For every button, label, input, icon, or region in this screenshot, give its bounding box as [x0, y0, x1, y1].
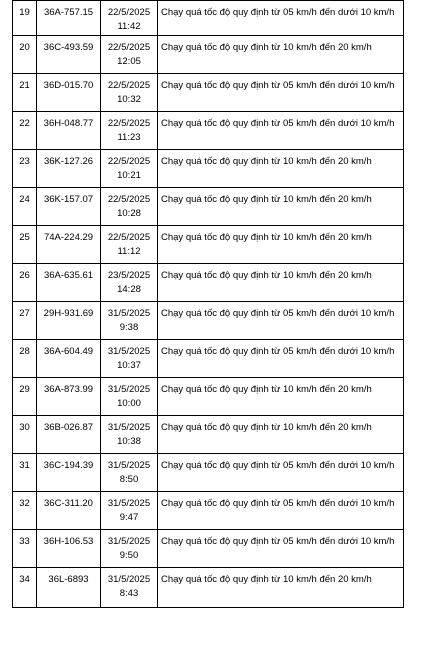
license-plate-cell: 36H-048.77 — [37, 112, 101, 150]
row-number-cell: 29 — [13, 378, 37, 416]
violation-time-cell — [101, 454, 158, 492]
table-row — [13, 454, 404, 492]
row-number-cell: 26 — [13, 264, 37, 302]
violation-clock-time: 8:50 — [119, 474, 139, 485]
violation-description-cell: Chạy quá tốc độ quy định từ 10 km/h đến 20 km/h — [158, 378, 404, 416]
violation-time-cell — [101, 1, 158, 36]
violation-time-cell — [101, 568, 158, 608]
license-plate-cell: 36C-311.20 — [37, 492, 101, 530]
violation-clock-time: 11:12 — [117, 246, 141, 257]
violation-time-cell — [101, 492, 158, 530]
violation-date: 22/5/2025 — [107, 80, 151, 91]
license-plate-cell: 36A-635.61 — [37, 264, 101, 302]
row-number-cell: 24 — [13, 188, 37, 226]
violation-time-cell — [101, 530, 158, 568]
violation-time-cell — [101, 36, 158, 74]
violation-time-cell — [101, 416, 158, 454]
violation-clock-time: 10:00 — [117, 398, 141, 409]
license-plate-cell: 36B-026.87 — [37, 416, 101, 454]
table-row — [13, 1, 404, 36]
violation-time-cell — [101, 378, 158, 416]
violation-date: 31/5/2025 — [107, 574, 151, 585]
violation-date: 23/5/2025 — [107, 270, 151, 281]
violation-date: 31/5/2025 — [107, 498, 151, 509]
row-number-cell: 30 — [13, 416, 37, 454]
violation-clock-time: 9:38 — [119, 322, 139, 333]
violation-date: 22/5/2025 — [107, 232, 151, 243]
violation-date: 22/5/2025 — [107, 42, 151, 53]
row-number-cell: 33 — [13, 530, 37, 568]
license-plate-cell: 74A-224.29 — [37, 226, 101, 264]
table-row — [13, 568, 404, 608]
table-row — [13, 530, 404, 568]
row-number-cell: 22 — [13, 112, 37, 150]
violation-clock-time: 11:23 — [117, 132, 141, 143]
violation-clock-time: 10:37 — [117, 360, 141, 371]
violation-clock-time: 10:21 — [117, 170, 141, 181]
license-plate-cell: 36A-873.99 — [37, 378, 101, 416]
row-number-cell: 34 — [13, 568, 37, 608]
violation-description-cell: Chạy quá tốc độ quy định từ 10 km/h đến 20 km/h — [158, 188, 404, 226]
license-plate-cell: 29H-931.69 — [37, 302, 101, 340]
violation-clock-time: 9:50 — [119, 550, 139, 561]
violation-description-cell: Chạy quá tốc độ quy định từ 05 km/h đến dưới 10 km/h — [158, 74, 404, 112]
license-plate-cell: 36C-194.39 — [37, 454, 101, 492]
table-row — [13, 112, 404, 150]
license-plate-cell: 36H-106.53 — [37, 530, 101, 568]
violation-description-cell: Chạy quá tốc độ quy định từ 10 km/h đến 20 km/h — [158, 150, 404, 188]
violations-table-body — [13, 1, 404, 608]
violation-clock-time: 10:38 — [117, 436, 141, 447]
violation-time-cell — [101, 302, 158, 340]
row-number-cell: 19 — [13, 1, 37, 36]
violation-clock-time: 11:42 — [117, 21, 141, 32]
violation-time-cell — [101, 226, 158, 264]
violation-date: 22/5/2025 — [107, 194, 151, 205]
table-row — [13, 302, 404, 340]
violation-clock-time: 8:43 — [119, 588, 139, 599]
violation-date: 31/5/2025 — [107, 384, 151, 395]
violation-clock-time: 9:47 — [119, 512, 139, 523]
violation-date: 22/5/2025 — [107, 156, 151, 167]
violation-description-cell: Chạy quá tốc độ quy định từ 05 km/h đến dưới 10 km/h — [158, 340, 404, 378]
violation-time-cell — [101, 112, 158, 150]
license-plate-cell: 36K-127.26 — [37, 150, 101, 188]
violation-date: 31/5/2025 — [107, 346, 151, 357]
table-row — [13, 150, 404, 188]
violation-description-cell: Chạy quá tốc độ quy định từ 05 km/h đến dưới 10 km/h — [158, 530, 404, 568]
violation-description-cell: Chạy quá tốc độ quy định từ 05 km/h đến dưới 10 km/h — [158, 454, 404, 492]
violation-description-cell: Chạy quá tốc độ quy định từ 05 km/h đến dưới 10 km/h — [158, 1, 404, 36]
violation-date: 31/5/2025 — [107, 536, 151, 547]
violation-description-cell: Chạy quá tốc độ quy định từ 05 km/h đến dưới 10 km/h — [158, 492, 404, 530]
row-number-cell: 31 — [13, 454, 37, 492]
license-plate-cell: 36D-015.70 — [37, 74, 101, 112]
row-number-cell: 21 — [13, 74, 37, 112]
violation-clock-time: 10:28 — [117, 208, 141, 219]
violation-description-cell: Chạy quá tốc độ quy định từ 10 km/h đến 20 km/h — [158, 36, 404, 74]
table-row — [13, 378, 404, 416]
violations-table-container — [12, 0, 403, 608]
violation-time-cell — [101, 188, 158, 226]
violation-time-cell — [101, 74, 158, 112]
row-number-cell: 27 — [13, 302, 37, 340]
violation-description-cell: Chạy quá tốc độ quy định từ 05 km/h đến dưới 10 km/h — [158, 302, 404, 340]
violation-description-cell: Chạy quá tốc độ quy định từ 10 km/h đến 20 km/h — [158, 264, 404, 302]
violation-time-cell — [101, 340, 158, 378]
license-plate-cell: 36A-757.15 — [37, 1, 101, 36]
violation-clock-time: 12:05 — [117, 56, 141, 67]
violation-clock-time: 14:28 — [117, 284, 141, 295]
table-row — [13, 416, 404, 454]
row-number-cell: 20 — [13, 36, 37, 74]
table-row — [13, 226, 404, 264]
violations-table — [12, 0, 404, 608]
violation-description-cell: Chạy quá tốc độ quy định từ 10 km/h đến 20 km/h — [158, 416, 404, 454]
table-row — [13, 188, 404, 226]
violation-description-cell: Chạy quá tốc độ quy định từ 05 km/h đến dưới 10 km/h — [158, 112, 404, 150]
license-plate-cell: 36L-6893 — [37, 568, 101, 608]
violation-date: 31/5/2025 — [107, 460, 151, 471]
row-number-cell: 23 — [13, 150, 37, 188]
row-number-cell: 25 — [13, 226, 37, 264]
license-plate-cell: 36A-604.49 — [37, 340, 101, 378]
table-row — [13, 36, 404, 74]
violation-date: 22/5/2025 — [107, 118, 151, 129]
table-row — [13, 264, 404, 302]
violation-description-cell: Chạy quá tốc độ quy định từ 10 km/h đến 20 km/h — [158, 226, 404, 264]
license-plate-cell: 36C-493.59 — [37, 36, 101, 74]
violation-date: 31/5/2025 — [107, 308, 151, 319]
table-row — [13, 340, 404, 378]
violation-date: 31/5/2025 — [107, 422, 151, 433]
table-row — [13, 492, 404, 530]
violation-description-cell: Chạy quá tốc độ quy định từ 10 km/h đến 20 km/h — [158, 568, 404, 608]
violation-date: 22/5/2025 — [107, 7, 151, 18]
row-number-cell: 28 — [13, 340, 37, 378]
violation-clock-time: 10:32 — [117, 94, 141, 105]
table-row — [13, 74, 404, 112]
violation-time-cell — [101, 264, 158, 302]
violation-time-cell — [101, 150, 158, 188]
license-plate-cell: 36K-157.07 — [37, 188, 101, 226]
row-number-cell: 32 — [13, 492, 37, 530]
